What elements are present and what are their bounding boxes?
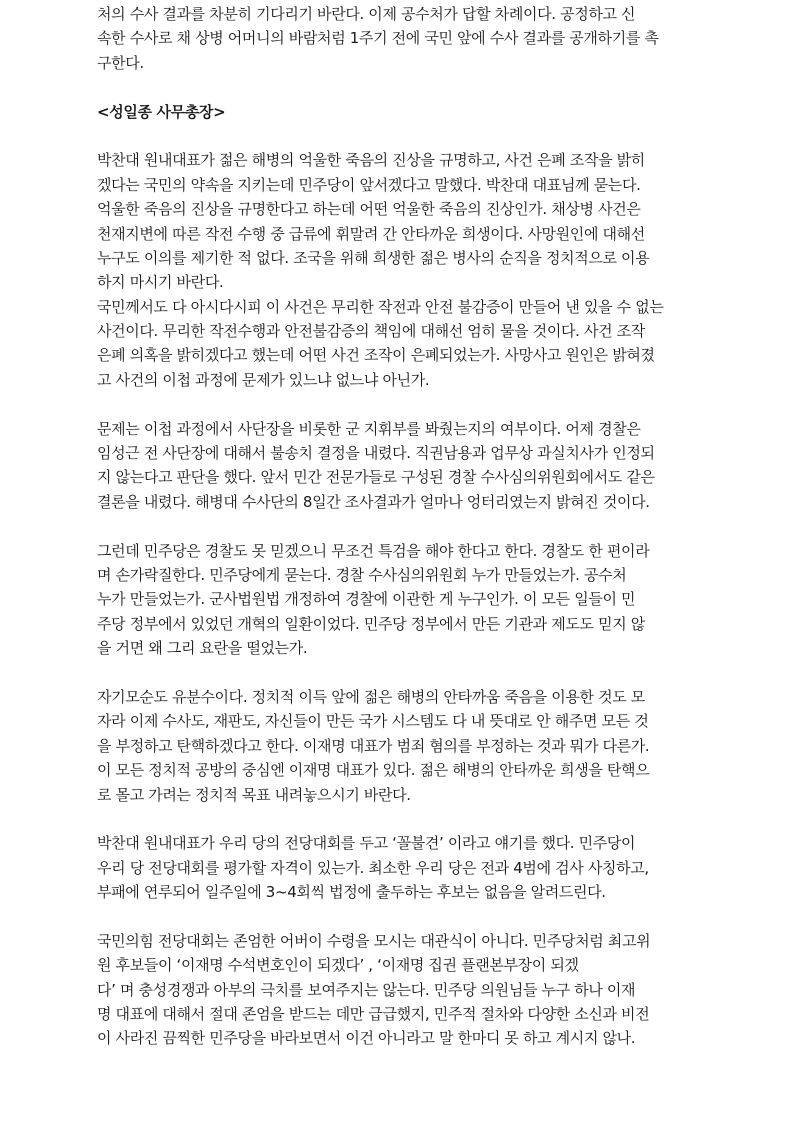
- text-line: 원 후보들이 ‘이재명 수석변호인이 되겠다’ , ‘이재명 집권 플랜본부장이 되겠: [97, 956, 579, 975]
- text-line: 처의 수사 결과를 차분히 기다리기 바란다. 이제 공수처가 답할 차례이다. 공정하고 신: [97, 5, 636, 23]
- text-line: 억울한 죽음의 진상을 규명한다고 하는데 어떤 억울한 죽음의 진상인가. 채상병 사건은: [97, 200, 641, 219]
- text-line: 누구도 이의를 제기한 적 없다. 조국을 위해 희생한 젊은 병사의 순직을 정치적으로 이용: [97, 248, 650, 267]
- paragraph-spacer: [97, 904, 697, 928]
- text-line: <성일종 사무총장>: [97, 102, 226, 121]
- text-line: 명 대표에 대해서 절대 존엄을 받드는 데만 급급했지, 민주적 절차와 다양한 소신과 비전: [97, 1005, 650, 1024]
- paragraph-spacer: [97, 661, 697, 685]
- text-line: 국민께서도 다 아시다시피 이 사건은 무리한 작전과 안전 불감증이 만들어 낸 있을 수 없는: [97, 297, 664, 316]
- text-line: 이 사라진 끔찍한 민주당을 바라보면서 이건 아니라고 말 한마디 못 하고 계시지 않나.: [97, 1029, 636, 1048]
- paragraph-spacer: [97, 392, 697, 416]
- paragraph: [97, 539, 697, 661]
- text-line: 이 모든 정치적 공방의 중심엔 이재명 대표가 있다. 젊은 해병의 안타까운 희생을 탄핵으: [97, 761, 650, 780]
- paragraph-spacer: [97, 75, 697, 99]
- text-line: 로 몰고 가려는 정치적 목표 내려놓으시기 바란다.: [97, 785, 411, 804]
- text-line: 하지 마시기 바란다.: [97, 273, 224, 292]
- text-line: 속한 수사로 채 상병 어머니의 바람처럼 1주기 전에 국민 앞에 수사 결과를 공개하기를 촉: [97, 29, 659, 48]
- text-line: 고 사건의 이첩 과정에 문제가 있느냐 없느냐 아닌가.: [97, 370, 430, 389]
- text-line: 은폐 의혹을 밝히겠다고 했는데 어떤 사건 조작이 은폐되었는가. 사망사고 원인은 밝혀졌: [97, 346, 655, 365]
- paragraph-spacer: [97, 807, 697, 831]
- text-line: 자기모순도 유분수이다. 정치적 이득 앞에 젊은 해병의 안타까움 죽음을 이용한 것도 모: [97, 687, 645, 706]
- text-line: 국민의힘 전당대회는 존엄한 어버이 수령을 모시는 대관식이 아니다. 민주당처럼 최고위: [97, 931, 651, 950]
- section-heading: [97, 100, 697, 124]
- text-line: 며 손가락질한다. 민주당에게 묻는다. 경찰 수사심의위원회 누가 만들었는가. 공수처: [97, 565, 627, 584]
- text-line: 을 부정하고 탄핵하겠다고 한다. 이재명 대표가 범죄 혐의를 부정하는 것과 뭐가 다른가.: [97, 736, 650, 755]
- text-line: 겠다는 국민의 약속을 지키는데 민주당이 앞서겠다고 말했다. 박찬대 대표님께 묻는다.: [97, 175, 641, 194]
- text-line: 주당 정부에서 있었던 개혁의 일환이었다. 민주당 정부에서 만든 기관과 제도도 믿지 않: [97, 614, 645, 633]
- text-line: 부패에 연루되어 일주일에 3~4회씩 법정에 출두하는 후보는 없음을 알려드린다.: [97, 883, 606, 902]
- text-line: 사건이다. 무리한 작전수행과 안전불감증의 책임에 대해선 엄히 물을 것이다. 사건 조작: [97, 322, 645, 341]
- paragraph: [97, 148, 697, 392]
- text-line: 다’ 며 충성경쟁과 아부의 극치를 보여주지는 않는다. 민주당 의원님들 누구 하나 이재: [97, 980, 636, 999]
- paragraph: [97, 417, 697, 515]
- text-line: 박찬대 원내대표가 젊은 해병의 억울한 죽음의 진상을 규명하고, 사건 은폐 조작을 밝히: [97, 151, 645, 170]
- text-line: 그런데 민주당은 경찰도 못 믿겠으니 무조건 특검을 해야 한다고 한다. 경찰도 한 편이라: [97, 541, 650, 560]
- document-body: [97, 0, 697, 1051]
- text-line: 구한다.: [97, 53, 144, 72]
- text-line: 임성근 전 사단장에 대해서 불송치 결정을 내렸다. 직권남용과 업무상 과실치사가 인정되: [97, 444, 655, 463]
- text-line: 우리 당 전당대회를 평가할 자격이 있는가. 최소한 우리 당은 전과 4범에 검사 사칭하고,: [97, 858, 649, 877]
- text-line: 결론을 내렸다. 해병대 수사단의 8일간 조사결과가 얼마나 엉터리였는지 밝혀진 것이다.: [97, 492, 650, 511]
- paragraph: [97, 2, 697, 75]
- paragraph: [97, 831, 697, 904]
- paragraph-spacer: [97, 514, 697, 538]
- paragraph: [97, 929, 697, 1051]
- text-line: 문제는 이첩 과정에서 사단장을 비롯한 군 지휘부를 봐줬는지의 여부이다. 어제 경찰은: [97, 419, 641, 438]
- text-line: 자라 이제 수사도, 재판도, 자신들이 만든 국가 시스템도 다 내 뜻대로 안 해주면 모든 것: [97, 712, 649, 731]
- paragraph: [97, 685, 697, 807]
- text-line: 천재지변에 따른 작전 수행 중 급류에 휘말려 간 안타까운 희생이다. 사망원인에 대해선: [97, 224, 645, 243]
- text-line: 을 거면 왜 그리 요란을 떨었는가.: [97, 639, 308, 658]
- text-line: 박찬대 원내대표가 우리 당의 전당대회를 두고 ‘꼴불견’ 이라고 얘기를 했다. 민주당이: [97, 834, 636, 853]
- text-line: 누가 만들었는가. 군사법원법 개정하여 경찰에 이관한 게 누구인가. 이 모든 일들이 민: [97, 590, 636, 609]
- text-line: 지 않는다고 판단을 했다. 앞서 민간 전문가들로 구성된 경찰 수사심의위원회에서도 같은: [97, 468, 655, 487]
- paragraph-spacer: [97, 124, 697, 148]
